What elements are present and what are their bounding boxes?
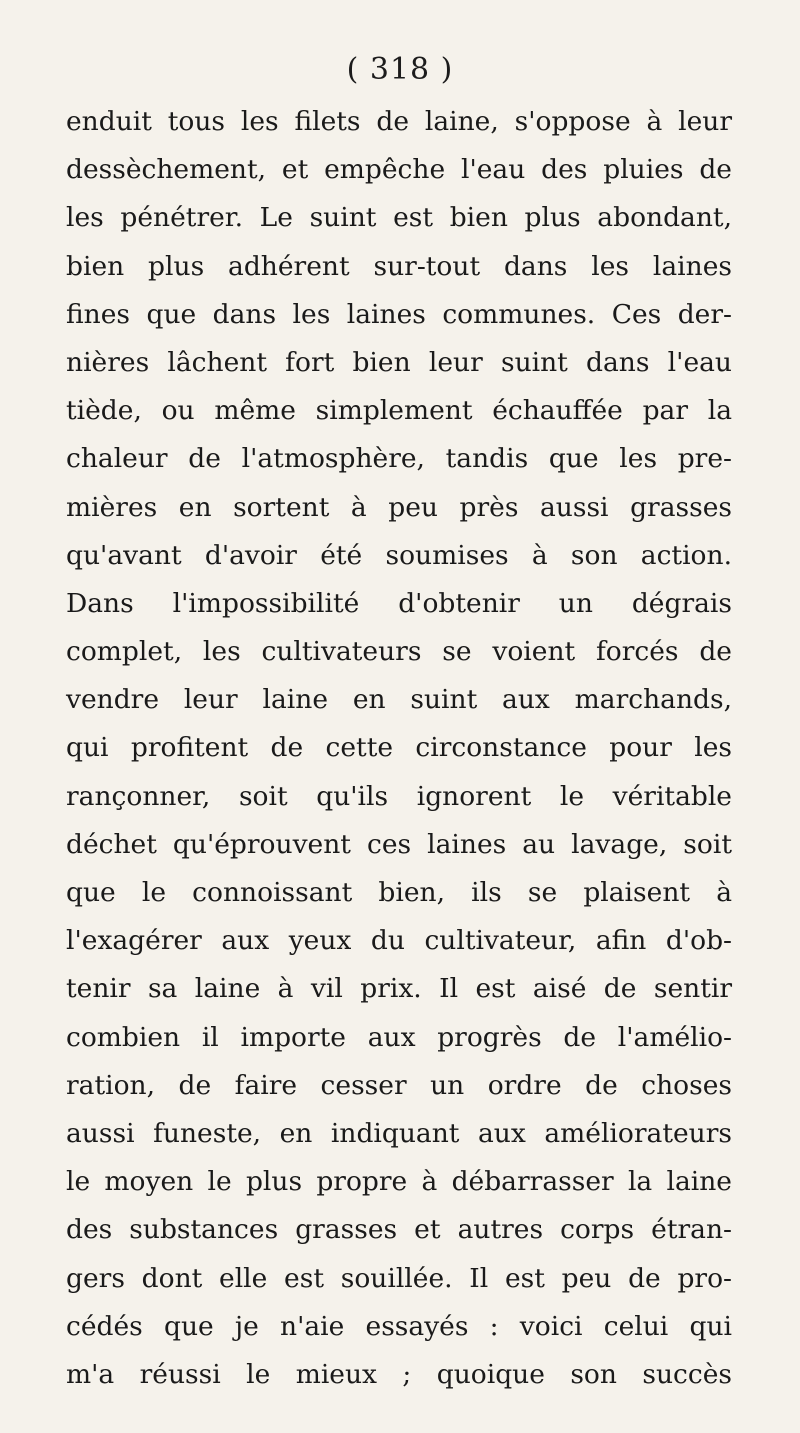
text-line: des substances grasses et autres corps étran- <box>66 1214 732 1246</box>
text-line: complet, les cultivateurs se voient forcés de <box>66 636 732 668</box>
text-line: bien plus adhérent sur-tout dans les laines <box>66 250 732 282</box>
text-line: ration, de faire cesser un ordre de choses <box>66 1069 732 1101</box>
text-line: cédés que je n'aie essayés : voici celui qui <box>66 1310 732 1342</box>
text-line: enduit tous les filets de laine, s'oppose à leur <box>66 106 732 137</box>
text-line: que le connoissant bien, ils se plaisent à <box>66 877 732 908</box>
text-line: tiède, ou même simplement échauffée par la <box>66 395 732 427</box>
text-line: dessèchement, et empêche l'eau des pluies de <box>66 154 732 186</box>
text-line: vendre leur laine en suint aux marchands, <box>66 684 732 716</box>
text-line: mières en sortent à peu près aussi grasses <box>66 491 732 523</box>
text-line: qu'avant d'avoir été soumises à son action. <box>66 539 732 571</box>
text-line: l'exagérer aux yeux du cultivateur, afin d'ob- <box>66 925 732 957</box>
text-line: gers dont elle est souillée. Il est peu de pro- <box>66 1262 732 1294</box>
text-line: rançonner, soit qu'ils ignorent le véritable <box>66 780 732 812</box>
text-line: déchet qu'éprouvent ces laines au lavage, soit <box>66 828 732 860</box>
text-line: chaleur de l'atmosphère, tandis que les pre- <box>66 443 732 475</box>
text-line: aussi funeste, en indiquant aux améliorateurs <box>66 1117 732 1149</box>
text-line: qui profitent de cette circonstance pour les <box>66 732 732 764</box>
text-line: fines que dans les laines communes. Ces der- <box>66 298 732 330</box>
text-line: le moyen le plus propre à débarrasser la laine <box>66 1166 732 1198</box>
text-line: combien il importe aux progrès de l'amélio- <box>66 1021 732 1053</box>
text-line: les pénétrer. Le suint est bien plus abondant, <box>66 202 732 234</box>
body-text <box>66 98 732 1399</box>
text-line: nières lâchent fort bien leur suint dans l'eau <box>66 346 732 378</box>
text-line: tenir sa laine à vil prix. Il est aisé de sentir <box>66 973 732 1005</box>
text-line: m'a réussi le mieux ; quoique son succès <box>66 1358 732 1390</box>
page-number: ( 318 ) <box>346 52 454 87</box>
text-line: Dans l'impossibilité d'obtenir un dégrais <box>66 587 732 619</box>
